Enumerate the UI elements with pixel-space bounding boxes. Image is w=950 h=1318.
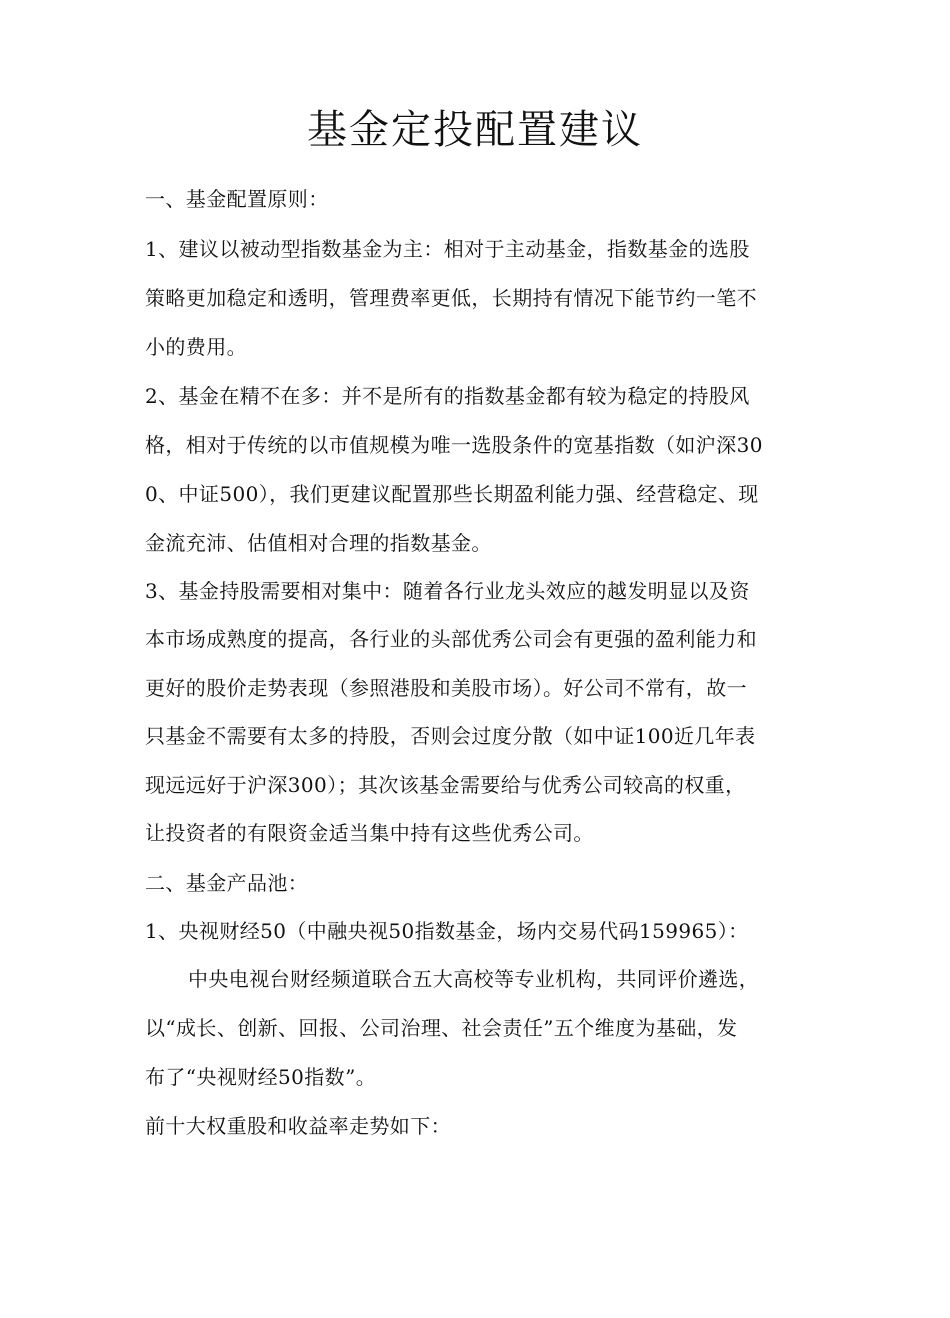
paragraph-line: 1、建议以被动型指数基金为主：相对于主动基金，指数基金的选股 [145, 237, 750, 261]
paragraph-line: 让投资者的有限资金适当集中持有这些优秀公司。 [145, 821, 594, 845]
product-item-heading: 1、央视财经50（中融央视50指数基金，场内交易代码159965）： [145, 919, 749, 943]
paragraph-line: 现远远好于沪深300）；其次该基金需要给与优秀公司较高的权重， [145, 773, 746, 797]
paragraph-line: 以“成长、创新、回报、公司治理、社会责任”五个维度为基础，发 [145, 1016, 738, 1040]
paragraph-line: 0、中证500），我们更建议配置那些长期盈利能力强、经营稳定、现 [145, 482, 759, 506]
paragraph-line: 小的费用。 [145, 335, 247, 359]
paragraph-line: 更好的股价走势表现（参照港股和美股市场）。好公司不常有，故一 [145, 676, 747, 700]
paragraph-line: 只基金不需要有太多的持股，否则会过度分散（如中证100近几年表 [145, 724, 756, 748]
section-heading-product-pool: 二、基金产品池： [145, 871, 309, 895]
paragraph-line: 本市场成熟度的提高，各行业的头部优秀公司会有更强的盈利能力和 [145, 627, 757, 651]
paragraph-line: 中央电视台财经频道联合五大高校等专业机构，共同评价遴选， [188, 967, 760, 991]
paragraph-line: 3、基金持股需要相对集中：随着各行业龙头效应的越发明显以及资 [145, 579, 750, 603]
paragraph-line: 格，相对于传统的以市值规模为唯一选股条件的宽基指数（如沪深30 [145, 433, 763, 457]
paragraph-line: 布了“央视财经50指数”。 [145, 1065, 377, 1089]
document-title: 基金定投配置建议 [307, 107, 643, 153]
paragraph-line: 金流充沛、估值相对合理的指数基金。 [145, 531, 492, 555]
paragraph-line: 策略更加稳定和透明，管理费率更低，长期持有情况下能节约一笔不 [145, 286, 757, 310]
paragraph-line: 前十大权重股和收益率走势如下： [145, 1114, 451, 1138]
section-heading-principles: 一、基金配置原则： [145, 187, 329, 211]
paragraph-line: 2、基金在精不在多：并不是所有的指数基金都有较为稳定的持股风 [145, 384, 750, 408]
